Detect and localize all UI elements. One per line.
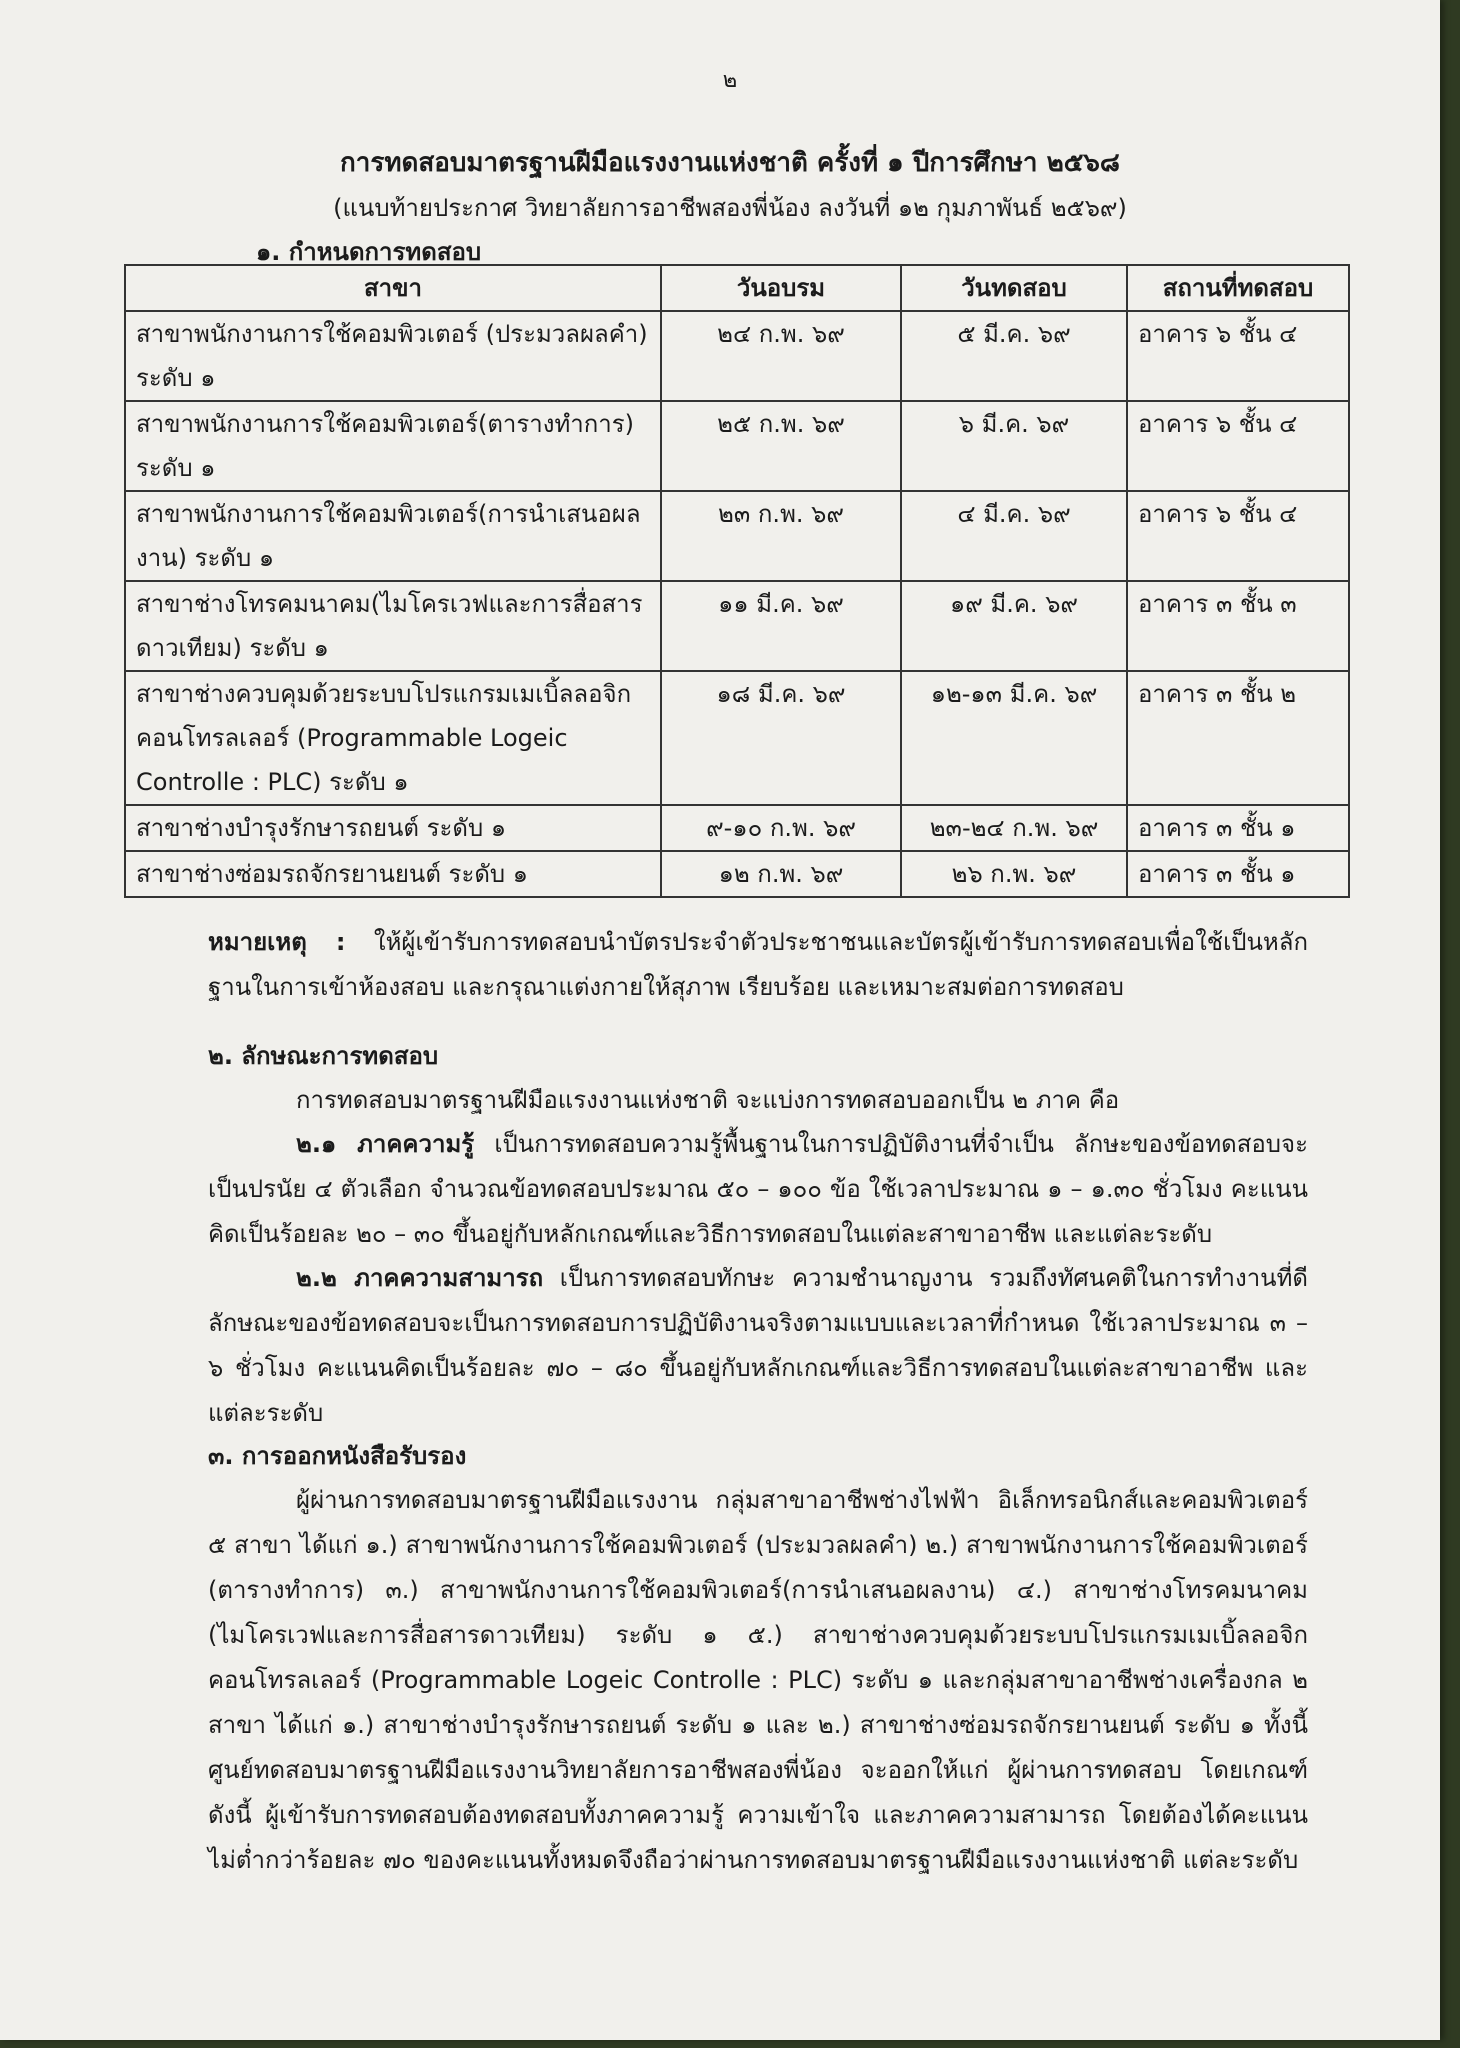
document-subtitle: (แนบท้ายประกาศ วิทยาลัยการอาชีพสองพี่น้อง ลงวันที่ ๑๒ กุมภาพันธ์ ๒๕๖๙) [333,194,1127,222]
section2-heading: ๒. ลักษณะการทดสอบ [208,1042,439,1070]
section2-1-text: เป็นการทดสอบความรู้พื้นฐานในการปฏิบัติงานที่จำเป็น ลักษะของข้อทดสอบจะเป็นปรนัย ๔ ตัวเลือก จำนวณข้อทดสอบประมาณ ๕๐ – ๑๐๐ ข้อ ใช้เวลาประมาณ ๑ – ๑.๓๐ ชั่วโมง คะแนนคิดเป็นร้อยละ ๒๐ – ๓๐ ขึ้นอยู่กับหลักเกณฑ์และวิธีการทดสอบในแต่ละสาขาอาชีพ และแต่ละระดับ [208,1130,1308,1248]
cell-location: อาคาร ๓ ชั้น ๑ [1127,851,1349,897]
cell-test-date: ๕ มี.ค. ๖๙ [901,311,1127,401]
cell-training-date: ๑๑ มี.ค. ๖๙ [661,581,901,671]
header-training-date: วันอบรม [661,265,901,311]
section2-intro: การทดสอบมาตรฐานฝีมือแรงงานแห่งชาติ จะแบ่งการทดสอบออกเป็น ๒ ภาค คือ [296,1086,1120,1114]
cell-training-date: ๒๓ ก.พ. ๖๙ [661,491,901,581]
header-branch: สาขา [125,265,661,311]
cell-location: อาคาร ๖ ชั้น ๔ [1127,491,1349,581]
cell-test-date: ๔ มี.ค. ๖๙ [901,491,1127,581]
section3-paragraph: ผู้ผ่านการทดสอบมาตรฐานฝีมือแรงงาน กลุ่มสาขาอาชีพช่างไฟฟ้า อิเล็กทรอนิกส์และคอมพิวเตอร์ ๕ สาขา ได้แก่ ๑.) สาขาพนักงานการใช้คอมพิวเตอร์ (ประมวลผลคำ) ๒.) สาขาพนักงานการใช้คอมพิวเตอร์ (ตารางทำการ) ๓.) สาขาพนักงานการใช้คอมพิวเตอร์(การนำเสนอผลงาน) ๔.) สาขาช่างโทรคมนาคม (ไมโครเวฟและการสื่อสารดาวเทียม) ระดับ ๑ ๕.) สาขาช่างควบคุมด้วยระบบโปรแกรมเมเบิ้ลลอจิก คอนโทรลเลอร์ (Programmable Logeic Controlle : PLC) ระดับ ๑ และกลุ่มสาขาอาชีพช่างเครื่องกล ๒ สาขา ได้แก่ ๑.) สาขาช่างบำรุงรักษารถยนต์ ระดับ ๑ และ ๒.) สาขาช่างซ่อมรถจักรยานยนต์ ระดับ ๑ ทั้งนี้ ศูนย์ทดสอบมาตรฐานฝีมือแรงงานวิทยาลัยการอาชีพสองพี่น้อง จะออกให้แก่ ผู้ผ่านการทดสอบ โดยเกณฑ์ดังนี้ ผู้เข้ารับการทดสอบต้องทดสอบทั้งภาคความรู้ ความเข้าใจ และภาคความสามารถ โดยต้องได้คะแนนไม่ต่ำกว่าร้อยละ ๗๐ ของคะแนนทั้งหมดจึงถือว่าผ่านการทดสอบมาตรฐานฝีมือแรงงานแห่งชาติ แต่ละระดับ [208,1486,1309,1874]
cell-location: อาคาร ๓ ชั้น ๑ [1127,805,1349,851]
note-paragraph [208,920,1308,1010]
section3-heading: ๓. การออกหนังสือรับรอง [208,1442,467,1470]
cell-branch: สาขาช่างบำรุงรักษารถยนต์ ระดับ ๑ [125,805,661,851]
document-title: การทดสอบมาตรฐานฝีมือแรงงานแห่งชาติ ครั้งที่ ๑ ปีการศึกษา ๒๕๖๘ [340,148,1120,178]
cell-branch: สาขาพนักงานการใช้คอมพิวเตอร์(การนำเสนอผลงาน) ระดับ ๑ [125,491,661,581]
cell-training-date: ๙-๑๐ ก.พ. ๖๙ [661,805,901,851]
table-row [125,671,1349,805]
cell-branch: สาขาช่างโทรคมนาคม(ไมโครเวฟและการสื่อสารดาวเทียม) ระดับ ๑ [125,581,661,671]
cell-location: อาคาร ๖ ชั้น ๔ [1127,311,1349,401]
cell-training-date: ๑๘ มี.ค. ๖๙ [661,671,901,805]
section1-heading: ๑. กำหนดการทดสอบ [256,238,482,266]
header-test-date: วันทดสอบ [901,265,1127,311]
note-label: หมายเหตุ : [208,928,346,956]
schedule-table [124,264,1350,898]
cell-test-date: ๑๒-๑๓ มี.ค. ๖๙ [901,671,1127,805]
cell-branch: สาขาพนักงานการใช้คอมพิวเตอร์ (ประมวลผลคำ) ระดับ ๑ [125,311,661,401]
page-number: ๒ [722,68,738,93]
table-row [125,401,1349,491]
cell-location: อาคาร ๓ ชั้น ๓ [1127,581,1349,671]
header-test-location: สถานที่ทดสอบ [1127,265,1349,311]
table-header-row [125,265,1349,311]
section2-1-paragraph [208,1122,1308,1257]
table-row [125,581,1349,671]
table-row [125,311,1349,401]
cell-location: อาคาร ๖ ชั้น ๔ [1127,401,1349,491]
cell-test-date: ๑๙ มี.ค. ๖๙ [901,581,1127,671]
table-row [125,491,1349,581]
table-row [125,851,1349,897]
note-text: ให้ผู้เข้ารับการทดสอบนำบัตรประจำตัวประชาชนและบัตรผู้เข้ารับการทดสอบเพื่อใช้เป็นหลักฐานในการเข้าห้องสอบ และกรุณาแต่งกายให้สุภาพ เรียบร้อย และเหมาะสมต่อการทดสอบ [208,928,1308,1001]
table-row [125,805,1349,851]
cell-training-date: ๑๒ ก.พ. ๖๙ [661,851,901,897]
cell-branch: สาขาพนักงานการใช้คอมพิวเตอร์(ตารางทำการ) ระดับ ๑ [125,401,661,491]
cell-test-date: ๒๓-๒๔ ก.พ. ๖๙ [901,805,1127,851]
cell-test-date: ๒๖ ก.พ. ๖๙ [901,851,1127,897]
cell-training-date: ๒๔ ก.พ. ๖๙ [661,311,901,401]
section2-2-paragraph [208,1256,1308,1436]
cell-test-date: ๖ มี.ค. ๖๙ [901,401,1127,491]
cell-training-date: ๒๕ ก.พ. ๖๙ [661,401,901,491]
cell-location: อาคาร ๓ ชั้น ๒ [1127,671,1349,805]
cell-branch: สาขาช่างซ่อมรถจักรยานยนต์ ระดับ ๑ [125,851,661,897]
section2-1-label: ๒.๑ ภาคความรู้ [296,1130,475,1158]
cell-branch: สาขาช่างควบคุมด้วยระบบโปรแกรมเมเบิ้ลลอจิกคอนโทรลเลอร์ (Programmable Logeic Controlle : PLC) ระดับ ๑ [125,671,661,805]
section2-2-label: ๒.๒ ภาคความสามารถ [296,1264,544,1292]
section2-2-text: เป็นการทดสอบทักษะ ความชำนาญงาน รวมถึงทัศนคติในการทำงานที่ดี ลักษณะของข้อทดสอบจะเป็นการทดสอบการปฏิบัติงานจริงตามแบบและเวลาที่กำหนด ใช้เวลาประมาณ ๓ – ๖ ชั่วโมง คะแนนคิดเป็นร้อยละ ๗๐ – ๘๐ ขึ้นอยู่กับหลักเกณฑ์และวิธีการทดสอบในแต่ละสาขาอาชีพ และแต่ละระดับ [208,1264,1308,1427]
